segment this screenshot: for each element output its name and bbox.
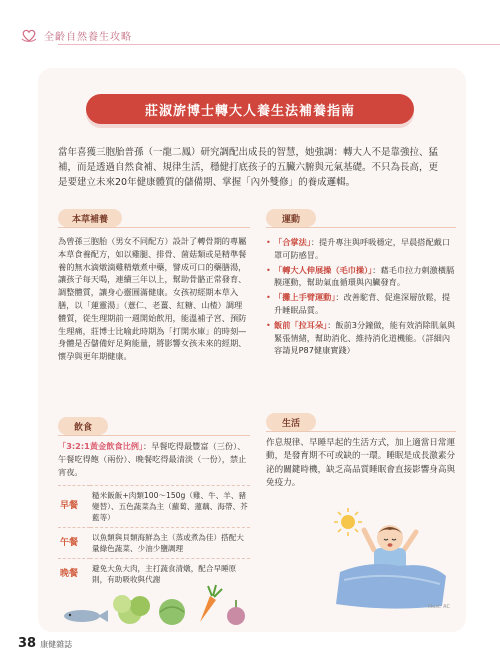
life-tag: 生活 [266, 413, 316, 431]
table-row [58, 486, 250, 528]
title-banner [86, 94, 414, 124]
section-header-text: 全齡自然養生攻略 [44, 31, 132, 43]
heart-hands-icon [20, 26, 38, 44]
meal-text: 避免大魚大肉，主打蔬食清燉，配合早睡原則，有助吸收與代謝 [90, 559, 250, 590]
onion-icon [227, 600, 245, 625]
herbal-text: 為曾孫三胞胎（男女不同配方）設計了轉骨期的專屬本草食養配方，如以雞腿、排骨、菌菇類或是精準餐養的無水滴燉滴雞精燉煮中藥，譬成可口的藥膳湯，讓孩子每天喝，連續三年以上，幫助骨骼正常發育、調整體質，讓身心靈圓滿健康。女孩初經期本草入膳，以「蓮靈湯」（薏仁、老薑、紅糖、山楂）調理體質，從生理期前一週開始飲用，能溫補子宮、預防生理痛，莊博士比喻此時期為「打開水庫」的時刻—身體是否儲備好足夠能量，將影響女孩未來的經期、懷孕與更年期健康。 [58, 236, 247, 362]
section-header [20, 26, 132, 44]
page-title: 莊淑旂博士轉大人養生法補養指南 [144, 103, 355, 119]
cabbage-icon [159, 599, 185, 625]
life-text: 作息規律、早睡早起的生活方式，加上適當日常運動，是發育期不可或缺的一環。睡眠是成長激素分泌的關鍵時機，缺乏高品質睡眠會直接影響身高與免疫力。 [266, 438, 456, 489]
exercise-divider [266, 227, 456, 228]
exercise-item: • 「合掌法」：提升專注與呼吸穩定，早晨搭配戴口罩可防感冒。 [266, 236, 456, 262]
table-row [58, 528, 250, 559]
exercise-tag: 運動 [266, 209, 316, 227]
herbal-divider [58, 227, 250, 228]
diet-tag: 飲食 [58, 417, 108, 435]
illustration-credit: illust: AC [428, 604, 450, 610]
meal-text: 以魚類與貝類海鮮為主（蒸或煮為佳）搭配大量綠色蔬菜、少油少鹽調理 [90, 528, 250, 559]
exercise-list [266, 236, 456, 359]
meal-text: 糙米飯飯+肉類100～150g（雞、牛、羊、豬變替）、五色蔬菜為主（蘿蔔、蓮藕、海帶、芥藍等） [90, 486, 250, 528]
fish-icon [64, 610, 108, 622]
meal-table [58, 485, 250, 589]
blanket-icon [336, 564, 446, 609]
diet-intro: 「3:2:1黃金飲食比例」：早餐吃得最豐富（三份）、午餐吃得飽（兩份）、晚餐吃得最清淡（一份），禁止宵夜。 [58, 441, 247, 477]
carrot-icon [200, 585, 222, 622]
meal-label: 早餐 [58, 486, 90, 528]
leafy-greens-icon [113, 595, 150, 624]
page-footer [18, 636, 72, 651]
sun-icon [334, 508, 362, 536]
exercise-item: • 「攤上手臂運動」：改善駝背、促進深層放鬆，提升睡眠品質。 [266, 291, 456, 317]
life-divider [266, 431, 456, 432]
waking-child-illustration [330, 500, 450, 612]
exercise-item: • 「轉大人伸展操（毛巾操）」：藉毛巾拉力刺激橫膈膜運動，幫助氣血循環與內臟發育。 [266, 264, 456, 290]
intro-paragraph: 當年喜獲三胞胎普孫（一龍二鳳）研究調配出成長的智慧，她強調：轉大人不是靠強拉、猛補，而是透過自然食補、規律生活，穩健打底孩子的五臟六腑與元氣基礎。不只為長高，更是要建立未來20年健康體質的儲備期、掌握「內外雙修」的養成邏輯。 [58, 147, 439, 188]
page-number: 38 [18, 636, 37, 651]
vegetables-illustration [60, 582, 250, 628]
magazine-name: 康健雜誌 [40, 640, 73, 649]
meal-label: 午餐 [58, 528, 90, 559]
header-divider [58, 44, 500, 45]
exercise-item: • 飯前「拉耳朵」：飯前3分鐘做，能有效消除肌氣與緊張情緒，幫助消化、維持消化道機能。（詳細內容請見P87健康實踐） [266, 319, 456, 357]
meal-label: 晚餐 [58, 559, 90, 590]
diet-divider [58, 435, 250, 436]
herbal-tag: 本草補養 [58, 209, 122, 227]
